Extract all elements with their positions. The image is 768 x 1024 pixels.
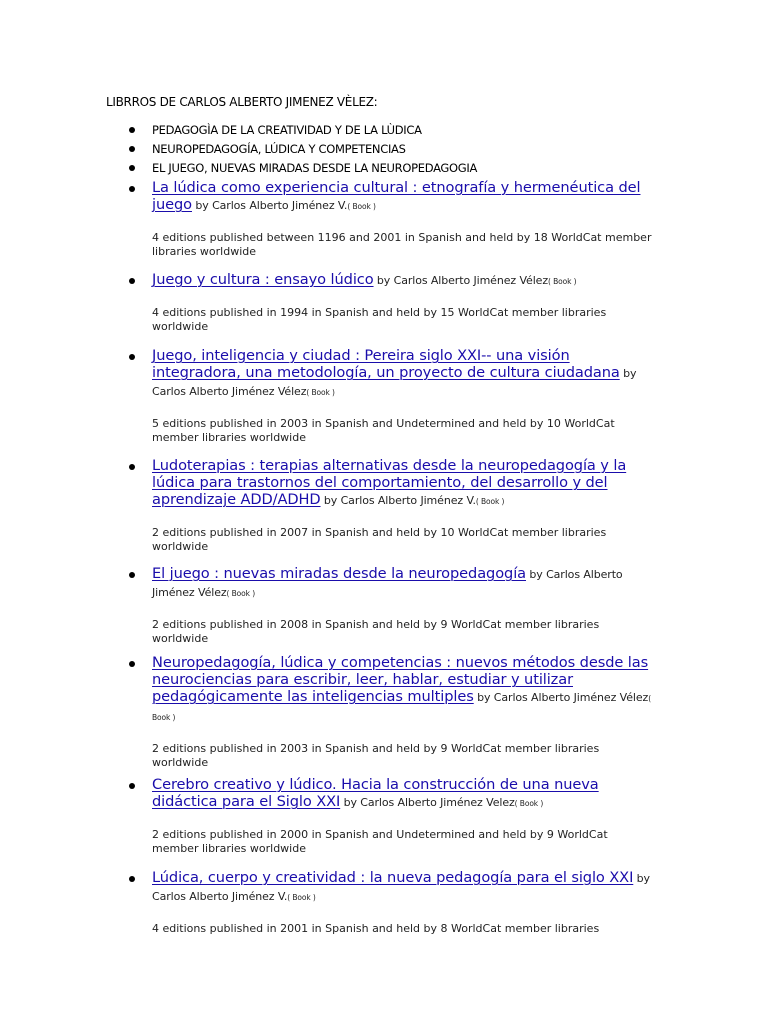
book-type: ( Book ) xyxy=(287,893,316,902)
book-title-line xyxy=(152,179,662,215)
book-entry xyxy=(152,179,662,259)
bullet-icon xyxy=(129,354,135,360)
book-title-line xyxy=(152,869,662,906)
book-entry xyxy=(152,347,662,445)
bullet-icon xyxy=(129,572,135,578)
book-editions-info: 4 editions published in 2001 in Spanish and held by 8 WorldCat member libraries xyxy=(152,922,600,935)
book-type: ( Book ) xyxy=(226,589,256,598)
bullet-icon xyxy=(129,186,135,192)
book-title-link[interactable]: Ludoterapias : terapias alternativas desde la neuropedagogía y la lúdica para trastornos del comportamiento, del desarrollo y del aprendizaje ADD/ADHD xyxy=(152,457,627,508)
book-entry xyxy=(152,457,662,554)
book-entry xyxy=(152,271,662,334)
book-title-link[interactable]: Juego, inteligencia y ciudad : Pereira siglo XXI-- una visión integradora, una metodología, un proyecto de cultura ciudadana xyxy=(152,347,620,381)
book-editions-info: 5 editions published in 2003 in Spanish and Undetermined and held by 10 WorldCat member libraries worldwide xyxy=(152,417,615,444)
bullet-icon xyxy=(129,127,135,133)
book-entry xyxy=(152,654,662,770)
book-entry xyxy=(152,869,662,936)
book-title-line xyxy=(152,271,662,290)
book-title-link[interactable]: Cerebro creativo y lúdico. Hacia la construcción de una nueva didáctica para el Siglo XXI xyxy=(152,776,599,810)
book-title-link[interactable]: Lúdica, cuerpo y creatividad : la nueva pedagogía para el siglo XXI xyxy=(152,869,634,886)
book-title-line xyxy=(152,654,662,726)
book-editions-info: 2 editions published in 2000 in Spanish and Undetermined and held by 9 WorldCat member libraries worldwide xyxy=(152,828,608,855)
bullet-icon xyxy=(129,165,135,171)
book-author: by Carlos Alberto Jiménez Velez xyxy=(340,796,515,809)
book-title-link[interactable]: La lúdica como experiencia cultural : etnografía y hermenéutica del juego xyxy=(152,179,641,213)
book-editions-info: 2 editions published in 2007 in Spanish and held by 10 WorldCat member libraries worldwide xyxy=(152,526,607,553)
book-author: by Carlos Alberto Jiménez V. xyxy=(320,494,476,507)
book-editions-info: 4 editions published between 1196 and 2001 in Spanish and held by 18 WorldCat member libraries worldwide xyxy=(152,231,652,258)
book-title-line xyxy=(152,347,662,401)
short-title-item: NEUROPEDAGOGÍA, LÚDICA Y COMPETENCIAS xyxy=(152,142,406,156)
book-author: by Carlos Alberto Jiménez Vélez xyxy=(473,691,649,704)
book-type: ( Book ) xyxy=(475,497,505,506)
book-title-line xyxy=(152,457,662,510)
short-title-item: EL JUEGO, NUEVAS MIRADAS DESDE LA NEUROPEDAGOGIA xyxy=(152,161,478,175)
book-type: ( Book ) xyxy=(347,202,376,211)
book-title-link[interactable]: Neuropedagogía, lúdica y competencias : nuevos métodos desde las neurociencias para escribir, leer, hablar, estudiar y utilizar pedagógicamente las inteligencias multiples xyxy=(152,654,649,705)
book-entry xyxy=(152,776,662,856)
book-title-line xyxy=(152,776,662,812)
bullet-icon xyxy=(129,464,135,470)
book-author: by Carlos Alberto Jiménez Vélez xyxy=(373,274,548,287)
bullet-icon xyxy=(129,876,135,882)
book-type: ( Book ) xyxy=(514,799,544,808)
page-heading: LIBRROS DE CARLOS ALBERTO JIMENEZ VÈLEZ: xyxy=(106,95,378,109)
book-type: ( Book ) xyxy=(548,277,577,286)
bullet-icon xyxy=(129,783,135,789)
book-author: by Carlos Alberto Jiménez Vélez xyxy=(152,568,623,599)
book-editions-info: 4 editions published in 1994 in Spanish and held by 15 WorldCat member libraries worldwide xyxy=(152,306,607,333)
short-title-item: PEDAGOGÌA DE LA CREATIVIDAD Y DE LA LÙDICA xyxy=(152,123,422,137)
book-title-link[interactable]: Juego y cultura : ensayo lúdico xyxy=(152,271,374,288)
book-title-link[interactable]: El juego : nuevas miradas desde la neuropedagogía xyxy=(152,565,526,582)
bullet-icon xyxy=(129,146,135,152)
book-title-line xyxy=(152,565,662,602)
book-author: by Carlos Alberto Jiménez V. xyxy=(191,199,348,212)
book-type: ( Book ) xyxy=(152,694,652,722)
book-editions-info: 2 editions published in 2003 in Spanish and held by 9 WorldCat member libraries worldwide xyxy=(152,742,600,769)
book-entry xyxy=(152,565,662,646)
book-editions-info: 2 editions published in 2008 in Spanish and held by 9 WorldCat member libraries worldwide xyxy=(152,618,600,645)
book-author: by Carlos Alberto Jiménez V. xyxy=(152,872,650,903)
bullet-icon xyxy=(129,661,135,667)
book-type: ( Book ) xyxy=(306,388,335,397)
bullet-icon xyxy=(129,278,135,284)
book-author: by Carlos Alberto Jiménez Vélez xyxy=(152,367,637,398)
